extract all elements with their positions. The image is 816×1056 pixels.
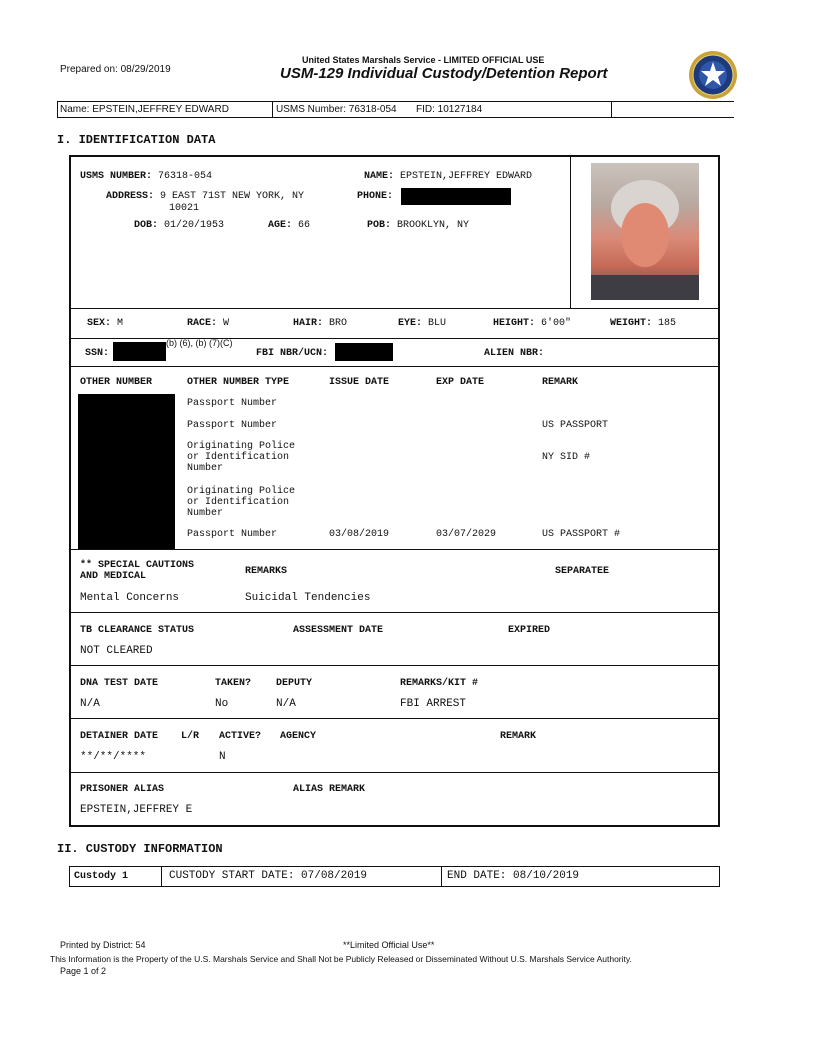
pob-value: BROOKLYN, NY xyxy=(397,220,470,231)
eye-value: BLU xyxy=(428,318,447,329)
detainer-active-value: N xyxy=(219,751,226,763)
phone-redaction xyxy=(401,188,511,205)
phone-label: PHONE: xyxy=(357,191,394,202)
address-line1: 9 EAST 71ST NEW YORK, NY xyxy=(160,191,305,202)
detainer-date-value: **/**/**** xyxy=(80,751,147,763)
weight-label: WEIGHT: xyxy=(610,318,653,329)
col-other-number: OTHER NUMBER xyxy=(80,377,153,388)
other-number-redaction xyxy=(78,394,175,549)
dna-taken-header: TAKEN? xyxy=(215,678,252,689)
special-remarks-value: Suicidal Tendencies xyxy=(245,592,371,604)
usms-seal-icon xyxy=(688,50,738,100)
detainer-lr-header: L/R xyxy=(181,731,200,742)
table-row-1-type: Passport Number xyxy=(187,398,278,409)
table-row-3-type: Originating Police or Identification Number xyxy=(187,441,296,474)
usms-number-label: USMS NUMBER: xyxy=(80,171,153,182)
table-row-5-exp: 03/07/2029 xyxy=(436,529,497,540)
dna-taken-value: No xyxy=(215,698,229,710)
alias-header: PRISONER ALIAS xyxy=(80,784,165,795)
printed-by: Printed by District: 54 xyxy=(60,940,146,950)
detainer-agency-header: AGENCY xyxy=(280,731,317,742)
special-cautions-value: Mental Concerns xyxy=(80,592,180,604)
dna-date-value: N/A xyxy=(80,698,100,710)
dna-deputy-header: DEPUTY xyxy=(276,678,313,689)
weight-value: 185 xyxy=(658,318,677,329)
detainer-remark-header: REMARK xyxy=(500,731,537,742)
detainer-active-header: ACTIVE? xyxy=(219,731,262,742)
alias-remark-header: ALIAS REMARK xyxy=(293,784,366,795)
fbi-label: FBI NBR/UCN: xyxy=(256,348,329,359)
table-row-5-type: Passport Number xyxy=(187,529,278,540)
height-label: HEIGHT: xyxy=(493,318,536,329)
col-issue-date: ISSUE DATE xyxy=(329,377,390,388)
col-other-number-type: OTHER NUMBER TYPE xyxy=(187,377,290,388)
dob-value: 01/20/1953 xyxy=(164,220,225,231)
limited-use: **Limited Official Use** xyxy=(343,940,435,950)
tb-status-value: NOT CLEARED xyxy=(80,645,153,657)
alias-value: EPSTEIN,JEFFREY E xyxy=(80,804,193,816)
race-label: RACE: xyxy=(187,318,218,329)
name-label: NAME: xyxy=(364,171,395,182)
tb-assessment-header: ASSESSMENT DATE xyxy=(293,625,384,636)
tb-status-header: TB CLEARANCE STATUS xyxy=(80,625,195,636)
detainer-date-header: DETAINER DATE xyxy=(80,731,159,742)
pob-label: POB: xyxy=(367,220,392,231)
table-row-4-type: Originating Police or Identification Number xyxy=(187,486,296,519)
col-exp-date: EXP DATE xyxy=(436,377,485,388)
col-remark: REMARK xyxy=(542,377,579,388)
hair-value: BRO xyxy=(329,318,348,329)
address-line2: 10021 xyxy=(169,203,200,214)
report-title: USM-129 Individual Custody/Detention Report xyxy=(280,65,608,82)
dob-label: DOB: xyxy=(134,220,159,231)
custody-row xyxy=(69,866,720,887)
age-label: AGE: xyxy=(268,220,293,231)
section1-title: I. IDENTIFICATION DATA xyxy=(57,133,216,147)
sex-label: SEX: xyxy=(87,318,112,329)
booking-photo xyxy=(591,163,699,300)
foia-exemption-note: (b) (6), (b) (7)(C) xyxy=(166,338,233,348)
agency-line: United States Marshals Service - LIMITED OFFICIAL USE xyxy=(302,55,545,65)
ssn-redaction xyxy=(113,342,166,361)
race-value: W xyxy=(223,318,230,329)
fbi-redaction xyxy=(335,343,393,361)
table-row-5-remark: US PASSPORT # xyxy=(542,529,621,540)
name-bar-fid: FID: 10127184 xyxy=(416,104,483,115)
dna-remarks-value: FBI ARREST xyxy=(400,698,467,710)
name-bar-name: Name: EPSTEIN,JEFFREY EDWARD xyxy=(60,104,229,115)
prepared-on: Prepared on: 08/29/2019 xyxy=(60,64,171,75)
page-number: Page 1 of 2 xyxy=(60,966,107,976)
special-remarks-header: REMARKS xyxy=(245,566,288,577)
ssn-label: SSN: xyxy=(85,348,110,359)
custody-start: CUSTODY START DATE: 07/08/2019 xyxy=(169,870,368,882)
usms-number-value: 76318-054 xyxy=(158,171,213,182)
alien-label: ALIEN NBR: xyxy=(484,348,545,359)
name-value: EPSTEIN,JEFFREY EDWARD xyxy=(400,171,533,182)
height-value: 6'00" xyxy=(541,318,572,329)
table-row-5-issue: 03/08/2019 xyxy=(329,529,390,540)
address-label: ADDRESS: xyxy=(106,191,155,202)
custody-label: Custody 1 xyxy=(74,871,129,882)
separatee-header: SEPARATEE xyxy=(555,566,610,577)
special-cautions-header: ** SPECIAL CAUTIONS AND MEDICAL xyxy=(80,560,195,582)
eye-label: EYE: xyxy=(398,318,423,329)
tb-expired-header: EXPIRED xyxy=(508,625,551,636)
custody-end: END DATE: 08/10/2019 xyxy=(447,870,580,882)
dna-remarks-header: REMARKS/KIT # xyxy=(400,678,479,689)
sex-value: M xyxy=(117,318,124,329)
age-value: 66 xyxy=(298,220,311,231)
hair-label: HAIR: xyxy=(293,318,324,329)
section2-title: II. CUSTODY INFORMATION xyxy=(57,842,223,856)
table-row-3-remark: NY SID # xyxy=(542,452,591,463)
name-bar-usms: USMS Number: 76318-054 xyxy=(276,104,397,115)
disclaimer: This Information is the Property of the U.S. Marshals Service and Shall Not be Publicly Released or Disseminated Without U.S. Marshals Service Authority. xyxy=(50,954,632,964)
table-row-2-remark: US PASSPORT xyxy=(542,420,609,431)
table-row-2-type: Passport Number xyxy=(187,420,278,431)
dna-deputy-value: N/A xyxy=(276,698,296,710)
dna-date-header: DNA TEST DATE xyxy=(80,678,159,689)
